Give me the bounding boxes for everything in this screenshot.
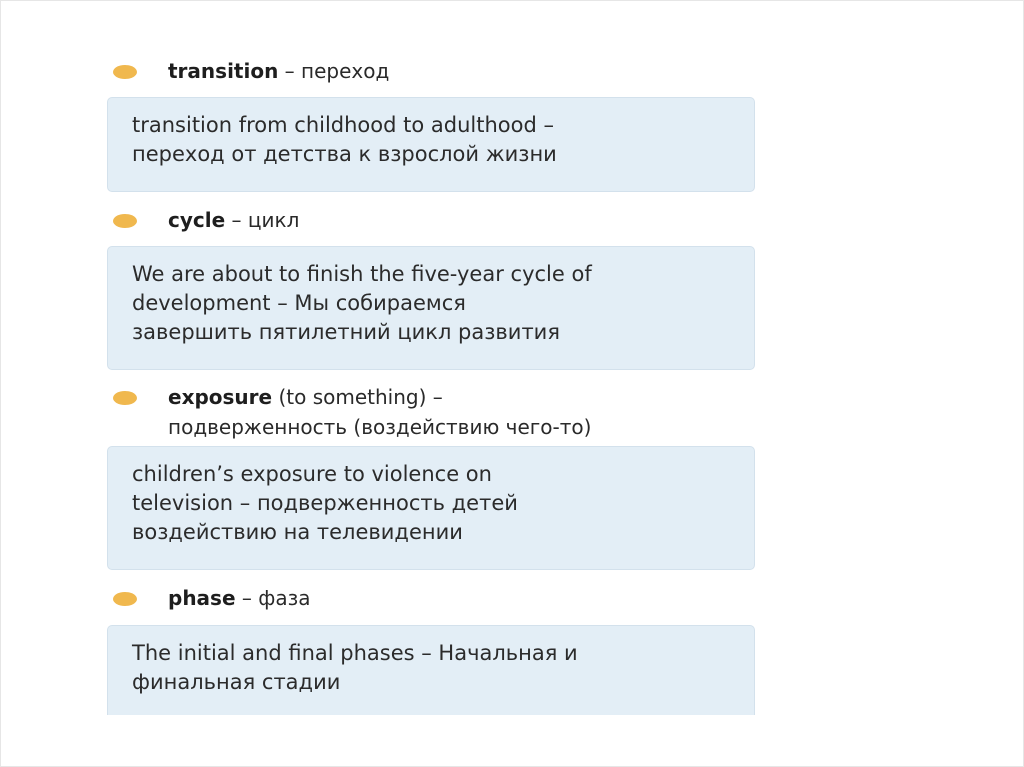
term-translation: фаза	[258, 586, 311, 610]
example-card	[107, 625, 755, 715]
example-card	[107, 446, 755, 570]
bullet-dot-icon	[113, 391, 137, 405]
vocab-entry-exposure	[113, 382, 757, 544]
example-line: финальная стадии	[132, 670, 341, 694]
term-translation: подверженность (воздействию чего-то)	[168, 415, 592, 439]
term-line	[113, 205, 757, 235]
term-translation: переход	[301, 59, 390, 83]
term-word: phase	[168, 586, 236, 610]
example-line: завершить пятилетний цикл развития	[132, 320, 560, 344]
example-line: development – Мы собираемся	[132, 291, 466, 315]
vocab-entry-phase	[113, 583, 757, 694]
term-word: cycle	[168, 208, 226, 232]
term-word: exposure	[168, 385, 273, 409]
example-line: children’s exposure to violence on	[132, 462, 492, 486]
bullet-dot-icon	[113, 214, 137, 228]
term-separator: –	[235, 586, 259, 610]
example-line: переход от детства к взрослой жизни	[132, 142, 557, 166]
term-note: (to something) –	[272, 385, 443, 409]
term-line	[113, 583, 757, 613]
term-separator: –	[225, 208, 248, 232]
bullet-dot-icon	[113, 592, 137, 606]
vocab-entry-transition	[113, 56, 757, 166]
example-line: television – подверженность детей	[132, 491, 518, 515]
example-line: The initial and final phases – Начальная и	[132, 641, 578, 665]
example-line: воздействию на телевидении	[132, 520, 463, 544]
term-line-continued	[113, 412, 757, 442]
example-card	[107, 246, 755, 370]
example-line: We are about to finish the five-year cycle of	[132, 262, 592, 286]
bullet-dot-icon	[113, 65, 137, 79]
example-line: transition from childhood to adulthood –	[132, 113, 554, 137]
example-card	[107, 97, 755, 192]
term-word: transition	[168, 59, 279, 83]
term-line	[113, 56, 757, 86]
term-separator: –	[278, 59, 302, 83]
term-line	[113, 382, 757, 412]
vocab-entry-cycle	[113, 205, 757, 344]
term-translation: цикл	[247, 208, 300, 232]
